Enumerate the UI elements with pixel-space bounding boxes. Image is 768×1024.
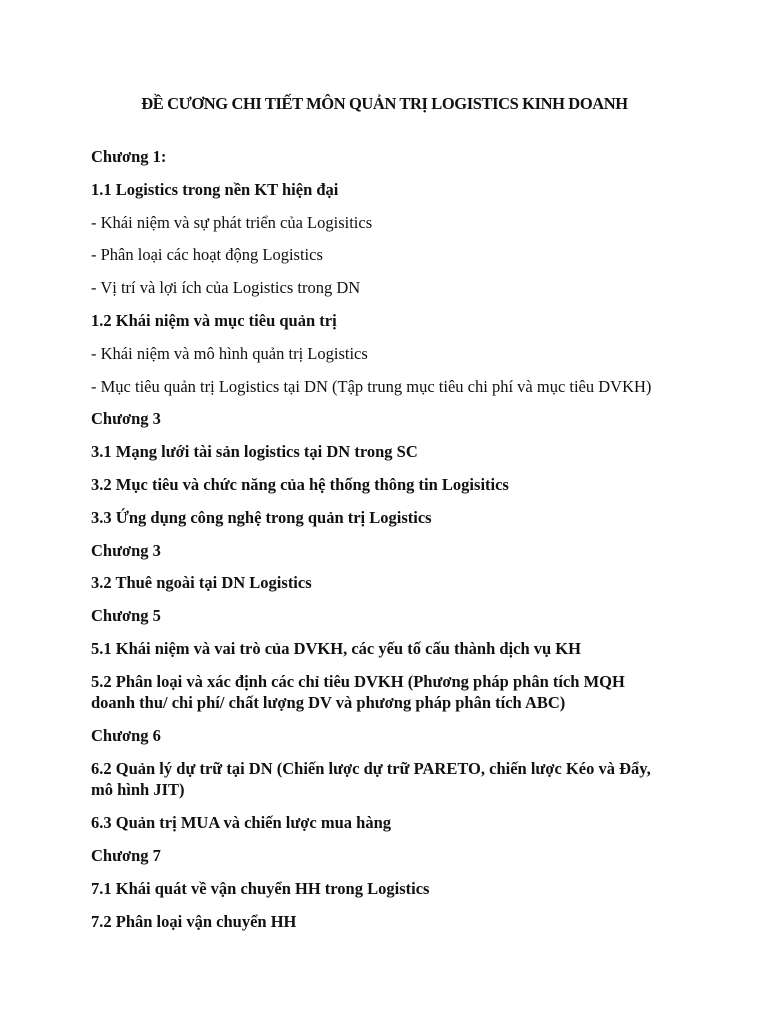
heading-line: Chương 5: [91, 606, 161, 626]
bullet-line: - Vị trí và lợi ích của Logistics trong DN: [91, 278, 361, 298]
heading-line: 7.1 Khái quát về vận chuyển HH trong Logistics: [91, 878, 430, 898]
heading-line: Chương 1:: [91, 147, 167, 166]
heading-line: 7.2 Phân loại vận chuyển HH: [91, 911, 297, 931]
heading-line: Chương 6: [91, 726, 161, 746]
heading-line: 5.1 Khái niệm và vai trò của DVKH, các yếu tố cấu thành dịch vụ KH: [91, 638, 581, 658]
bullet-line: - Mục tiêu quản trị Logistics tại DN (Tập trung mục tiêu chi phí và mục tiêu DVKH): [91, 376, 652, 396]
heading-line: 3.2 Thuê ngoài tại DN Logistics: [91, 573, 312, 593]
heading-line: 1.1 Logistics trong nền KT hiện đại: [91, 179, 339, 199]
heading-line: 1.2 Khái niệm và mục tiêu quản trị: [91, 310, 337, 330]
heading-line: Chương 7: [91, 845, 161, 865]
heading-line: Chương 3: [91, 409, 161, 429]
heading-line: 6.3 Quản trị MUA và chiến lược mua hàng: [91, 813, 392, 833]
bullet-line: - Phân loại các hoạt động Logistics: [91, 245, 323, 265]
document-title: ĐỀ CƯƠNG CHI TIẾT MÔN QUẢN TRỊ LOGISTICS KINH DOANH: [141, 94, 628, 113]
heading-line: Chương 3: [91, 540, 161, 560]
heading-line: 6.2 Quản lý dự trữ tại DN (Chiến lược dự trữ PARETO, chiến lược Kéo và Đẩy, mô hình JIT): [91, 758, 651, 800]
heading-line: 3.2 Mục tiêu và chức năng của hệ thống thông tin Logisitics: [91, 474, 509, 494]
heading-line: 3.3 Ứng dụng công nghệ trong quản trị Logistics: [91, 507, 432, 527]
heading-line: 3.1 Mạng lưới tài sản logistics tại DN trong SC: [91, 442, 418, 462]
document-body: [91, 146, 672, 932]
heading-line: 5.2 Phân loại và xác định các chỉ tiêu DVKH (Phương pháp phân tích MQH doanh thu/ chi phí/ chất lượng DV và phương pháp phân tích ABC): [91, 671, 625, 713]
bullet-line: - Khái niệm và sự phát triển của Logisitics: [91, 212, 373, 232]
bullet-line: - Khái niệm và mô hình quản trị Logistics: [91, 343, 368, 363]
